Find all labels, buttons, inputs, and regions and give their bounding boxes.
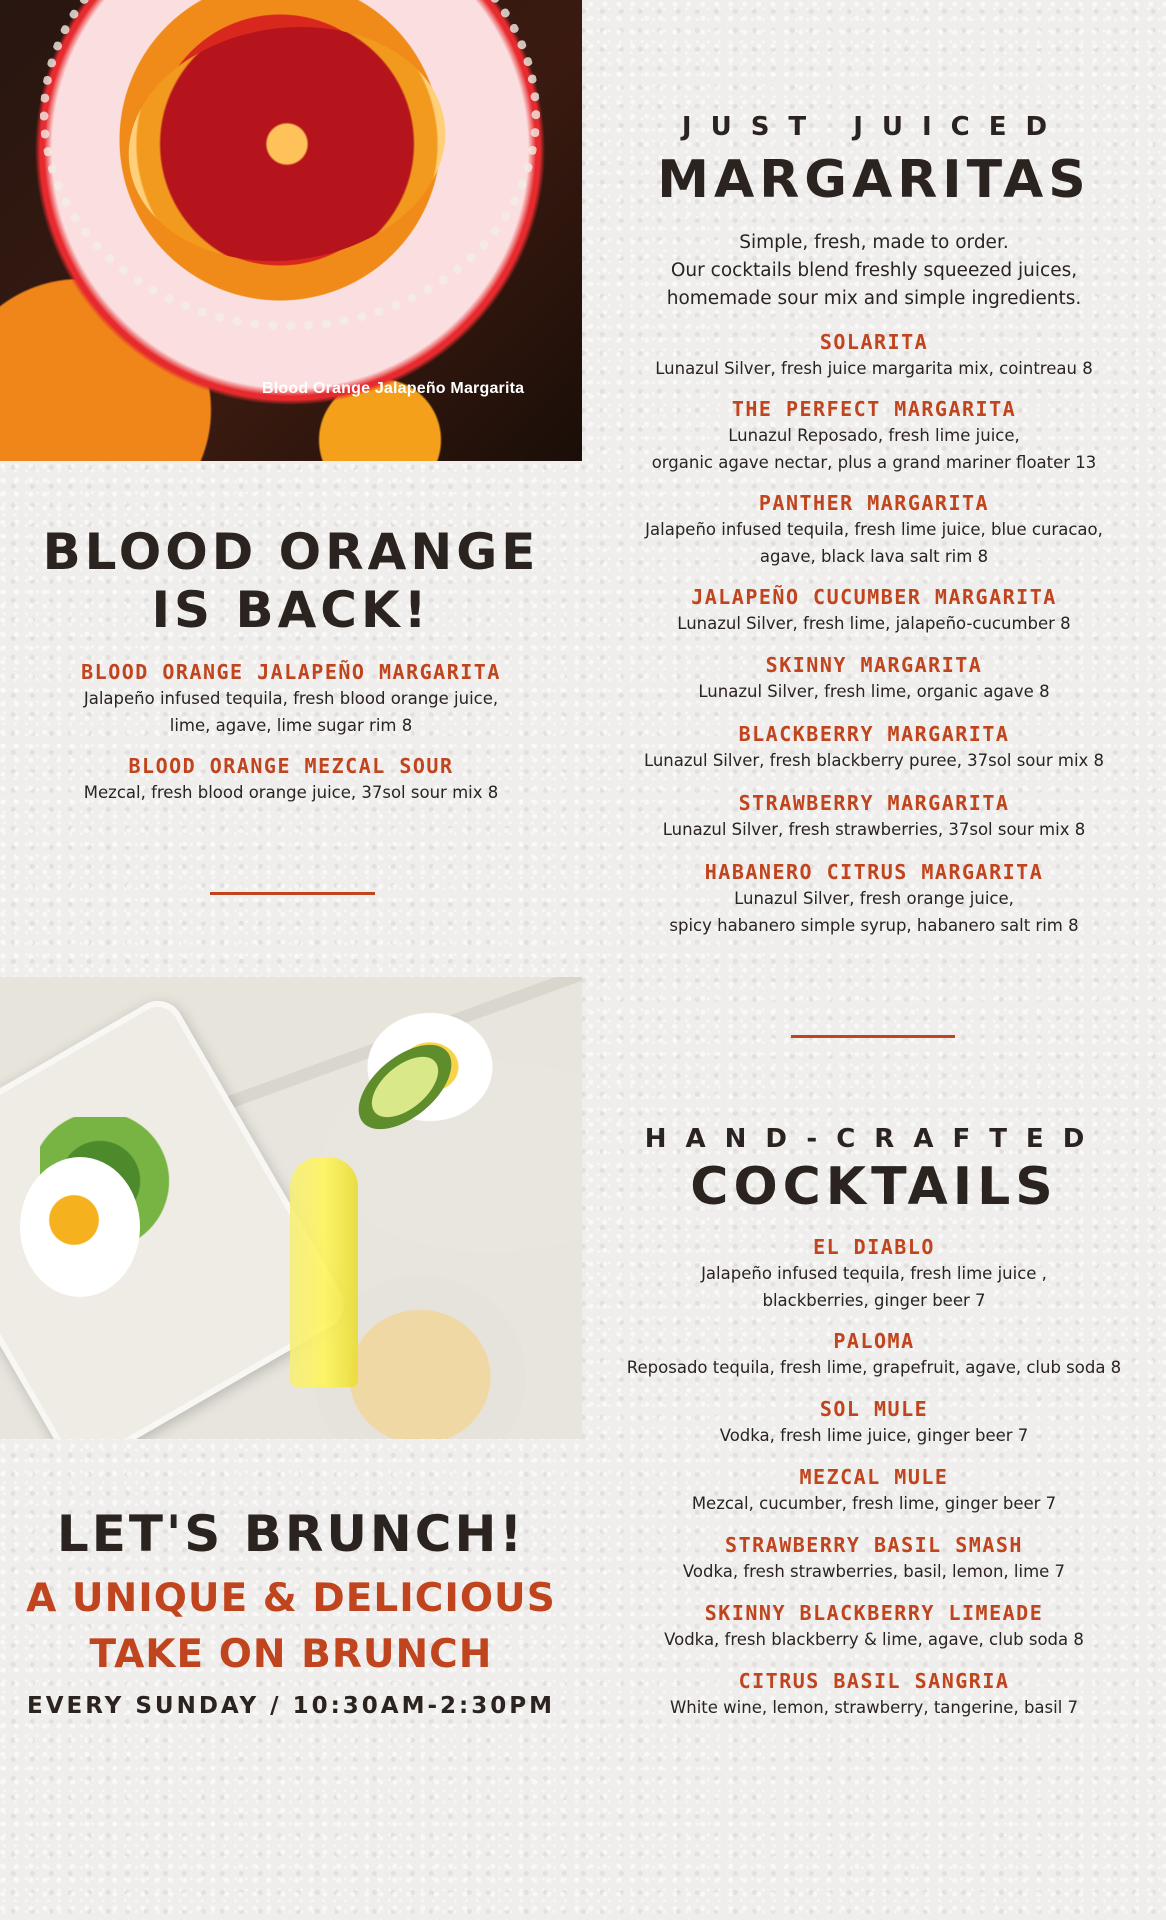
item-desc: Lunazul Silver, fresh lime, organic agave 8: [698, 682, 1050, 701]
item-name: STRAWBERRY MARGARITA: [738, 791, 1010, 815]
item-name: CITRUS BASIL SANGRIA: [738, 1669, 1010, 1693]
item-name: SOLARITA: [819, 330, 929, 354]
menu-item-strawberry-margarita: [582, 790, 1166, 843]
menu-item-strawberry-basil-smash: [582, 1532, 1166, 1585]
mimosa-glass-graphic: [290, 1157, 358, 1387]
photo-caption: Blood Orange Jalapeño Margarita: [262, 380, 525, 397]
cocktails-title-wrap: [582, 1157, 1166, 1217]
cocktails-menu: [582, 1234, 1166, 1721]
item-name: SKINNY BLACKBERRY LIMEADE: [704, 1601, 1044, 1625]
item-name: BLOOD ORANGE MEZCAL SOUR: [128, 754, 454, 778]
menu-item-citrus-basil-sangria: [582, 1668, 1166, 1721]
item-desc: Vodka, fresh lime juice, ginger beer 7: [719, 1426, 1029, 1445]
salt-rim-graphic: [40, 0, 540, 330]
item-desc: blackberries, ginger beer 7: [762, 1291, 986, 1310]
menu-item-panther-margarita: [582, 490, 1166, 570]
item-name: PALOMA: [833, 1329, 915, 1353]
item-desc: Lunazul Silver, fresh strawberries, 37sol sour mix 8: [662, 820, 1086, 839]
item-name: EL DIABLO: [813, 1235, 935, 1259]
brunch-title-wrap: [0, 1505, 582, 1563]
avocado-graphic: [344, 1029, 467, 1146]
margaritas-header: [582, 112, 1166, 142]
item-desc: lime, agave, lime sugar rim 8: [169, 716, 413, 735]
item-desc: Lunazul Silver, fresh lime, jalapeño-cucumber 8: [677, 614, 1071, 633]
margaritas-intro: [582, 229, 1166, 313]
item-name: SKINNY MARGARITA: [765, 653, 983, 677]
item-desc: Vodka, fresh strawberries, basil, lemon, lime 7: [682, 1562, 1066, 1581]
menu-item-habanero-citrus: [582, 859, 1166, 939]
item-desc: Mezcal, fresh blood orange juice, 37sol sour mix 8: [83, 783, 499, 802]
brunch-subtitle-line1: A UNIQUE & DELICIOUS: [26, 1576, 556, 1621]
item-desc: Reposado tequila, fresh lime, grapefruit, agave, club soda 8: [626, 1358, 1122, 1377]
menu-item-el-diablo: [582, 1234, 1166, 1314]
item-desc: Vodka, fresh blackberry & lime, agave, club soda 8: [664, 1630, 1084, 1649]
item-desc: Mezcal, cucumber, fresh lime, ginger beer 7: [691, 1494, 1057, 1513]
margaritas-menu: [582, 329, 1166, 939]
section-divider: [210, 892, 375, 895]
intro-line: Our cocktails blend freshly squeezed juices,: [670, 260, 1078, 281]
brunch-title: LET'S BRUNCH!: [56, 1505, 526, 1563]
item-name: PANTHER MARGARITA: [758, 491, 990, 515]
item-desc: Lunazul Reposado, fresh lime juice,: [728, 426, 1020, 445]
blood-orange-title-line1: BLOOD ORANGE: [42, 523, 540, 581]
intro-line: homemade sour mix and simple ingredients.: [666, 288, 1082, 309]
item-name: THE PERFECT MARGARITA: [731, 397, 1017, 421]
item-desc: organic agave nectar, plus a grand mariner floater 13: [651, 453, 1097, 472]
menu-item-skinny-blackberry-limeade: [582, 1600, 1166, 1653]
menu-item-sol-mule: [582, 1396, 1166, 1449]
brunch-subtitle-line2: TAKE ON BRUNCH: [89, 1632, 493, 1677]
egg-graphic: [20, 1157, 140, 1297]
menu-item-blood-orange-mezcal: [0, 753, 582, 806]
item-desc: Lunazul Silver, fresh blackberry puree, 37sol sour mix 8: [643, 751, 1105, 770]
brunch-subtitle: [0, 1571, 582, 1683]
cocktails-kicker: HAND-CRAFTED: [644, 1124, 1104, 1154]
item-name: BLACKBERRY MARGARITA: [738, 722, 1010, 746]
brunch-time: EVERY SUNDAY / 10:30AM-2:30PM: [27, 1693, 555, 1719]
blood-orange-title: [0, 523, 582, 639]
menu-item-solarita: [582, 329, 1166, 382]
margaritas-title: MARGARITAS: [657, 150, 1091, 210]
item-desc: Jalapeño infused tequila, fresh lime juice ,: [701, 1264, 1047, 1283]
brunch-time-wrap: [0, 1693, 582, 1719]
blood-orange-title-line2: IS BACK!: [151, 581, 431, 639]
item-name: SOL MULE: [819, 1397, 929, 1421]
margaritas-kicker: JUST JUICED: [681, 112, 1067, 142]
section-divider: [791, 1035, 955, 1038]
margaritas-title-wrap: [582, 150, 1166, 210]
item-name: STRAWBERRY BASIL SMASH: [725, 1533, 1023, 1557]
item-name: HABANERO CITRUS MARGARITA: [704, 860, 1044, 884]
item-name: BLOOD ORANGE JALAPEÑO MARGARITA: [81, 660, 501, 684]
margarita-photo: [0, 0, 582, 461]
menu-item-jalapeno-cucumber: [582, 584, 1166, 637]
blood-orange-menu: [0, 659, 582, 806]
menu-item-paloma: [582, 1328, 1166, 1381]
item-name: MEZCAL MULE: [799, 1465, 949, 1489]
cocktails-header: [582, 1124, 1166, 1154]
brunch-photo: [0, 977, 582, 1439]
menu-item-skinny-margarita: [582, 652, 1166, 705]
item-desc: White wine, lemon, strawberry, tangerine, basil 7: [669, 1698, 1079, 1717]
item-name: JALAPEÑO CUCUMBER MARGARITA: [691, 585, 1057, 609]
item-desc: Lunazul Silver, fresh juice margarita mix, cointreau 8: [655, 359, 1093, 378]
item-desc: Lunazul Silver, fresh orange juice,: [734, 889, 1014, 908]
menu-item-mezcal-mule: [582, 1464, 1166, 1517]
menu-item-perfect-margarita: [582, 396, 1166, 476]
item-desc: agave, black lava salt rim 8: [759, 547, 989, 566]
cocktails-title: COCKTAILS: [690, 1157, 1058, 1217]
menu-item-blackberry-margarita: [582, 721, 1166, 774]
item-desc: Jalapeño infused tequila, fresh lime juice, blue curacao,: [645, 520, 1103, 539]
item-desc: spicy habanero simple syrup, habanero salt rim 8: [669, 916, 1079, 935]
intro-line: Simple, fresh, made to order.: [739, 232, 1009, 253]
item-desc: Jalapeño infused tequila, fresh blood orange juice,: [83, 689, 499, 708]
menu-item-blood-orange-jalapeno: [0, 659, 582, 739]
